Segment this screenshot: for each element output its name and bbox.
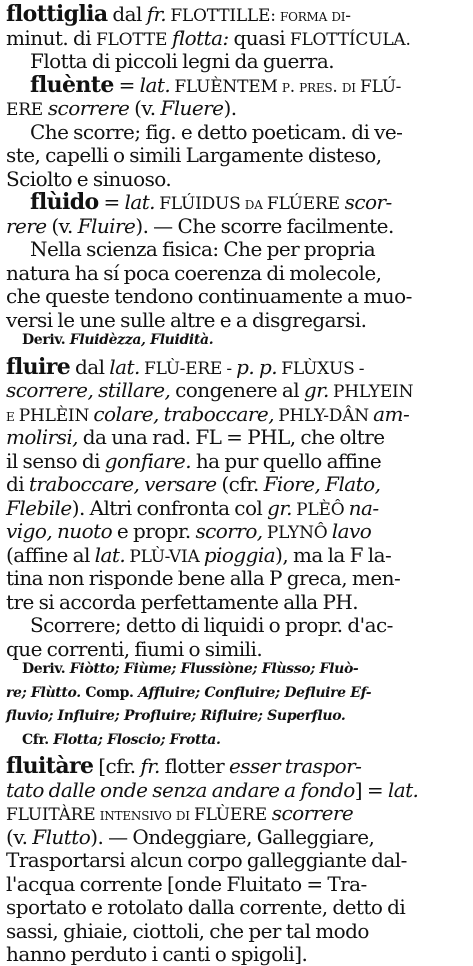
abbrev: gr. [303, 378, 329, 402]
entry-fluire-line-1 [6, 355, 468, 381]
crossref: Fiore, Flato, [263, 472, 381, 496]
text: (affine al [6, 542, 95, 567]
entry-fluitare-def-4 [6, 919, 468, 943]
entry-fluitare-line-3 [6, 801, 468, 827]
entry-fluire-line-7 [6, 496, 468, 522]
entry-flottiglia-definition [30, 49, 468, 73]
text: dal [107, 2, 147, 26]
definition: versi le une sulle altre e a disgregarsi. [6, 307, 367, 332]
headword-fluido: flùido [30, 189, 99, 215]
derivatives-list: Fluidèzza, Fluidità. [69, 332, 214, 348]
etymon: FLOTTÍCULA. [289, 29, 411, 50]
gloss: vigo, nuoto [6, 519, 113, 543]
text: (cfr. [216, 472, 264, 496]
gloss: pioggia [203, 542, 276, 567]
etymon: FLÚIDUS da [154, 194, 267, 214]
gloss: flotta: [167, 25, 229, 50]
entry-fluente-def-3 [6, 167, 468, 191]
entry-fluitare-def-2 [6, 872, 468, 896]
abbrev: gr. [267, 495, 292, 520]
definition: natura ha sí poca coerenza di molecole, [6, 260, 382, 285]
headword-fluire: fluire [6, 353, 71, 380]
definition: sassi, ghiaie, ciottoli, che per tal modo [6, 918, 369, 943]
gloss: gonfiare. [104, 448, 192, 473]
text: ), ma la F la- [275, 542, 392, 567]
gloss: esser traspor- [228, 754, 362, 778]
entry-fluire-line-6 [6, 472, 468, 496]
text: di [6, 472, 29, 496]
entry-fluire-line-8 [6, 519, 468, 545]
entry-fluido-def-2 [6, 261, 468, 285]
text: = [98, 190, 125, 214]
etymon: PLYNÔ [262, 523, 332, 543]
compounds-label: Comp. [80, 684, 139, 701]
entry-fluire-def-2 [6, 637, 468, 661]
entry-fluire-line-10 [6, 566, 468, 590]
definition: sportato e rotolato dalla corrente, detto di [6, 895, 406, 919]
etymon: e PHLÈIN [6, 405, 94, 426]
text: (v. [46, 213, 78, 238]
definition: ). — Ondeggiare, Galleggiare, [90, 824, 375, 849]
gloss: scorrere [266, 801, 354, 825]
text: minut. di [6, 25, 96, 50]
etymon: PHLYEIN [328, 382, 414, 402]
compare-label: Cfr. [22, 731, 54, 748]
text: congenere al [170, 378, 304, 402]
gloss: tato dalle onde senza andare a fondo [6, 777, 355, 802]
etymon: FLÙERE [194, 805, 267, 825]
etymon: FLUITÀRE intensivo di [6, 805, 195, 825]
etymon: FLÙXUS - [277, 358, 365, 379]
gloss: colare, traboccare, [93, 401, 274, 426]
gloss: scor- [339, 190, 392, 214]
definition: Nella scienza fisica: Che per propria [30, 237, 376, 261]
entry-fluire-line-2 [6, 378, 468, 404]
text: il senso di [6, 448, 105, 473]
gloss: am- [373, 401, 410, 426]
gloss: molirsi, [6, 425, 78, 449]
text: ). [223, 96, 237, 120]
entry-fluire-line-5 [6, 449, 468, 473]
etymon: PHLY-DÂN [274, 405, 374, 426]
entry-fluitare-line-4 [6, 825, 468, 849]
text: = [113, 72, 140, 97]
entry-fluente-line-1 [30, 73, 468, 99]
etymon: flotter [159, 754, 229, 778]
definition: Flotta di piccoli legni da guerra. [30, 49, 334, 73]
text: da una rad. FL = PHL, che oltre [77, 425, 385, 449]
entry-fluente-def-2 [6, 143, 468, 167]
definition: que correnti, fiumi o simili. [6, 636, 263, 661]
text: tina non risponde bene alla P greca, men- [6, 566, 401, 590]
etymon: FLOTTE [95, 29, 168, 50]
headword-fluente: fluènte [30, 71, 114, 98]
definition: l'acqua corrente [onde Fluitato = Tra- [6, 871, 367, 896]
definition: ). — Che scorre facilmente. [135, 213, 394, 238]
crossref: Fluere [160, 96, 224, 120]
entry-fluire-derivatives-1 [22, 660, 468, 678]
derivatives-list: Fiòtto; Fiùme; Flussiòne; Flùsso; Fluò- [69, 661, 359, 677]
etymon: FLÚERE [266, 194, 340, 214]
compare-list: Flotta; Floscio; Frotta. [53, 731, 221, 748]
abbrev: fr. [146, 2, 167, 26]
definition: hanno perduto i canti o spigoli]. [6, 942, 308, 966]
gloss: rere [6, 213, 47, 238]
crossref: Flutto [32, 824, 91, 849]
entry-fluido-def-1 [30, 237, 468, 261]
abbrev: lat. [109, 354, 140, 379]
etymon: PLÙ-VIA [125, 546, 204, 567]
entry-fluido-line-1 [30, 190, 468, 216]
entry-fluitare-line-1 [6, 754, 468, 778]
entry-fluitare-def-3 [6, 895, 468, 919]
entry-flottiglia-line-1 [6, 2, 468, 28]
etymon: FLÙ-ERE - [139, 358, 237, 379]
entry-fluitare-def-5 [6, 942, 468, 966]
derivatives-label: Deriv. [22, 661, 70, 677]
gloss: scorrere [43, 96, 130, 120]
text: quasi [228, 25, 290, 50]
entry-fluire-line-4 [6, 425, 468, 449]
entry-fluire-derivatives-2 [6, 684, 468, 702]
gloss: na- [348, 495, 379, 520]
abbrev: fr. [140, 754, 160, 778]
etymon: FLÚ- [360, 76, 402, 97]
entry-fluido-line-2 [6, 214, 468, 238]
etymon: ERE [6, 100, 44, 120]
etymon: FLOTTILLE: forma di- [166, 6, 351, 26]
gloss: scorrere, stillare, [6, 378, 171, 402]
compounds-list: Affluire; Confluire; Defluire Ef- [138, 684, 372, 701]
entry-fluido-def-3 [6, 284, 468, 308]
abbrev: lat. [94, 542, 126, 567]
entry-fluitare-def-1 [6, 848, 468, 872]
text: ] = [354, 777, 388, 802]
derivatives-label: Deriv. [22, 332, 70, 348]
entry-fluire-derivatives-3 [6, 707, 468, 725]
entry-fluente-def-1 [30, 120, 468, 144]
entry-fluire-compare [22, 731, 468, 749]
entry-flottiglia-line-2 [6, 26, 468, 52]
entry-fluire-line-11 [6, 590, 468, 614]
entry-fluitare-line-2 [6, 778, 468, 802]
text: ). Altri confronta col [71, 495, 268, 520]
gloss: scorro, [195, 519, 263, 543]
text: dal [70, 354, 110, 379]
definition: Che scorre; fig. e detto poeticam. di ve- [30, 119, 403, 144]
abbrev: lat. [124, 190, 155, 214]
text: (v. [129, 96, 161, 120]
definition: Trasportarsi alcun corpo galleggiante dal- [6, 848, 407, 872]
crossref: Fluire [77, 213, 136, 238]
gloss: traboccare, versare [28, 472, 217, 496]
entry-fluire-line-3 [6, 402, 468, 428]
definition: che queste tendono continuamente a muo- [6, 284, 412, 308]
entry-fluire-def-1 [30, 613, 468, 637]
gloss: lavo [331, 519, 372, 543]
text: (v. [6, 824, 33, 849]
etymon: FLUÈNTEM p. pres. di [170, 76, 360, 97]
abbrev: p. p. [236, 354, 278, 379]
text: tre si accorda perfettamente alla PH. [6, 589, 359, 614]
headword-fluitare: fluitàre [6, 753, 94, 779]
text: e propr. [112, 519, 196, 543]
abbrev: lat. [139, 72, 171, 97]
crossref: Flebile [6, 495, 72, 520]
entry-fluido-def-4 [6, 308, 468, 332]
etymon: PLÈÔ [291, 499, 349, 520]
definition: ste, capelli o simili Largamente disteso, [6, 143, 382, 167]
entry-fluente-line-2 [6, 96, 468, 122]
entry-fluido-derivatives [22, 331, 468, 349]
definition: Sciolto e sinuoso. [6, 166, 172, 191]
headword-flottiglia: flottiglia [6, 1, 108, 27]
text: [cfr. [93, 754, 141, 778]
entry-fluire-line-9 [6, 543, 468, 569]
derivatives-list: re; Flùtto. [6, 684, 81, 701]
abbrev: lat. [387, 777, 419, 802]
definition: Scorrere; detto di liquidi o propr. d'ac- [30, 613, 393, 637]
text: ha pur quello affine [191, 448, 382, 473]
compounds-list: fluvio; Influire; Profluire; Rifluire; Superfluo. [6, 708, 346, 724]
